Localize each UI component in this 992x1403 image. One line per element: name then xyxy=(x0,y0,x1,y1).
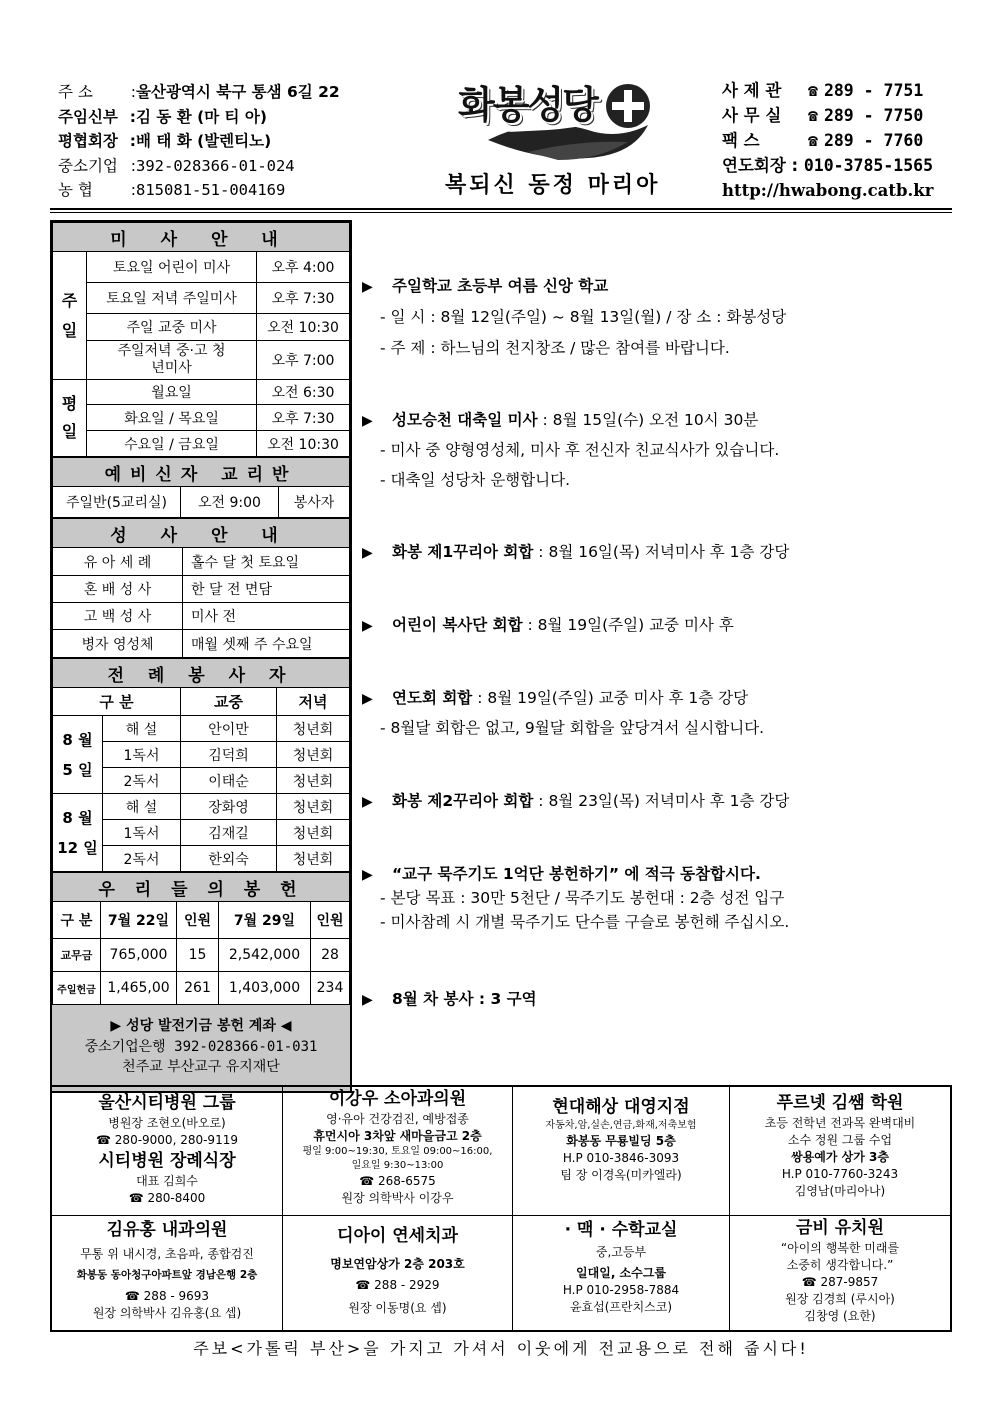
liturgy-main: 한외숙 xyxy=(181,846,277,872)
footer-message: 주보<가톨릭 부산>을 가지고 가셔서 이웃에게 전교용으로 전해 줍시다! xyxy=(193,1339,809,1358)
ad-line: ☎ 280-8400 xyxy=(128,1191,206,1205)
col-division: 구 분 xyxy=(53,688,181,716)
notice-text: : 8월 19일(주일) 교중 미사 후 xyxy=(522,616,734,634)
offering-value: 1,465,00 xyxy=(101,972,177,1005)
ad-name: 푸르넷 김쌤 학원 xyxy=(776,1093,904,1113)
ad-line: 소수 정원 그룹 수업 xyxy=(787,1133,893,1147)
mass-time: 오전 6:30 xyxy=(257,380,350,405)
table-row xyxy=(53,283,350,314)
table-row xyxy=(53,314,350,341)
notice-item: ▶ “교구 묵주기도 1억단 봉헌하기” 에 적극 동참합시다. xyxy=(362,865,761,883)
catechumen-table xyxy=(52,457,350,518)
pastor-row xyxy=(58,105,388,130)
mass-title: 미 사 안 내 xyxy=(53,223,350,252)
mass-name: 화요일 / 목요일 xyxy=(87,405,257,431)
fund-holder: 천주교 부산교구 유지재단 xyxy=(122,1059,280,1075)
ad-line: ☎ 280-9000, 280-9119 xyxy=(96,1133,238,1147)
contact-info xyxy=(722,78,962,203)
table-row xyxy=(53,630,350,658)
ad-line: H.P 010-3846-3093 xyxy=(562,1151,680,1165)
ad-line: ☎ 268-6575 xyxy=(359,1174,436,1188)
catechumen-teacher: 봉사자 xyxy=(279,487,350,518)
ad-line: H.P 010-7760-3243 xyxy=(781,1167,899,1181)
sacrament-when: 매월 셋째 주 수요일 xyxy=(183,630,350,658)
office-label: 사 무 실 xyxy=(722,106,782,125)
liturgy-eve: 청년회 xyxy=(277,716,350,742)
table-row xyxy=(53,688,350,716)
council-row xyxy=(58,129,388,154)
liturgy-main: 안이만 xyxy=(181,716,277,742)
notice-detail: - 본당 목표 : 30만 5천단 / 묵주기도 봉헌대 : 2층 성전 입구 xyxy=(380,889,785,907)
notice-item: ▶ 8월 차 봉사 : 3 구역 xyxy=(362,990,537,1008)
table-row xyxy=(53,972,350,1005)
fax-row xyxy=(722,128,962,153)
sacrament-when: 홀수 달 첫 토요일 xyxy=(183,548,350,576)
address: 울산광역시 북구 통샘 6길 22 xyxy=(136,83,340,101)
header-rule xyxy=(50,208,952,210)
notice-text: : 8월 23일(목) 저녁미사 후 1층 강당 xyxy=(533,792,790,810)
parish-info xyxy=(58,80,388,203)
sacrament-name: 유 아 세 례 xyxy=(53,548,183,576)
advertisement-grid xyxy=(50,1085,952,1332)
notice-title: “교구 묵주기도 1억단 봉헌하기” 에 적극 동참합시다. xyxy=(392,865,761,883)
ad-line: 대표 김희수 xyxy=(136,1174,198,1188)
sacraments-table xyxy=(52,518,350,658)
ad-line: 쌍용예가 상가 3층 xyxy=(791,1150,889,1164)
weekday-label: 평 일 xyxy=(53,380,87,457)
mass-name: 월요일 xyxy=(87,380,257,405)
notice-detail: - 일 시 : 8월 12일(주일) ~ 8월 13일(월) / 장 소 : 화봉성당 xyxy=(380,308,787,326)
notice-detail: - 대축일 성당차 운행합니다. xyxy=(380,471,571,489)
offering-title: 우 리 들 의 봉 헌 xyxy=(53,873,350,902)
fund-title: ▶ 성당 발전기금 봉헌 계좌 ◀ xyxy=(110,1018,292,1034)
ad-line: “아이의 행복한 미래를 xyxy=(780,1241,900,1255)
ad-line: 일요일 9:30~13:00 xyxy=(351,1160,444,1171)
offering-people: 234 xyxy=(311,972,350,1005)
liturgy-role: 해 설 xyxy=(103,794,181,820)
ad-card xyxy=(52,1216,283,1330)
liturgy-main: 김덕희 xyxy=(181,742,277,768)
ad-card xyxy=(283,1216,513,1330)
sacrament-name: 병자 영성체 xyxy=(53,630,183,658)
fund-account: 중소기업은행 392-028366-01-031 xyxy=(84,1039,318,1055)
website-link[interactable]: http://hwabong.catb.kr xyxy=(722,181,934,200)
table-row xyxy=(53,487,350,518)
pastor: 김 동 환 (마 티 아) xyxy=(136,107,267,126)
ad-line: 영·유아 건강검진, 예방접종 xyxy=(326,1112,469,1126)
table-row xyxy=(53,716,350,742)
table-row xyxy=(53,548,350,576)
offering-people: 28 xyxy=(311,939,350,972)
notice-title: 어린이 복사단 회합 xyxy=(392,616,523,634)
ad-line: 초등 전학년 전과목 완벽대비 xyxy=(764,1116,916,1130)
ad-line: ☎ 287-9857 xyxy=(801,1275,879,1289)
mass-name: 주일저녁 중·고 청년미사 xyxy=(87,341,257,380)
ad-name: 디아이 연세치과 xyxy=(337,1226,458,1246)
col-main-mass: 교중 xyxy=(181,688,277,716)
ad-line: 화봉동 동아청구아파트앞 경남은행 2층 xyxy=(76,1269,258,1281)
ad-card xyxy=(513,1216,730,1330)
col-date2: 7월 29일 xyxy=(219,902,311,939)
phone-icon: ☎ xyxy=(808,106,818,125)
liturgy-eve: 청년회 xyxy=(277,742,350,768)
notice-item: ▶ 화봉 제1꾸리아 회합 : 8월 16일(목) 저녁미사 후 1층 강당 xyxy=(362,543,790,561)
offering-name: 교무금 xyxy=(53,939,101,972)
notice-detail: - 8월달 회합은 없고, 9월달 회합을 앞당겨서 실시합니다. xyxy=(380,719,765,737)
ad-name: 현대해상 대영지점 xyxy=(552,1097,690,1117)
liturgy-role: 1독서 xyxy=(103,742,181,768)
notice-item: ▶ 주일학교 초등부 여름 신앙 학교 xyxy=(362,277,609,295)
mass-schedule-table xyxy=(52,222,350,457)
ad-line: 병원장 조현오(바오로) xyxy=(108,1116,226,1130)
liturgy-eve: 청년회 xyxy=(277,820,350,846)
table-row xyxy=(53,431,350,457)
logo-subtitle: 복되신 동정 마리아 xyxy=(445,173,661,198)
sacrament-when: 한 달 전 면담 xyxy=(183,576,350,603)
ad-line: 무통 위 내시경, 초음파, 종합검진 xyxy=(80,1247,254,1261)
offering-table xyxy=(52,872,350,1005)
table-row xyxy=(53,405,350,431)
offering-people: 15 xyxy=(177,939,219,972)
offering-name: 주일헌금 xyxy=(53,972,101,1005)
liturgy-date: 8 월 12 일 xyxy=(53,794,103,872)
ad-line: 원장 의학박사 김유홍(요 셉) xyxy=(92,1306,242,1320)
rectory-label: 사 제 관 xyxy=(722,81,782,100)
fax-number: 289 - 7760 xyxy=(823,131,924,150)
notice-text: : 8월 15일(수) 오전 10시 30분 xyxy=(537,411,759,429)
sacraments-title: 성 사 안 내 xyxy=(53,519,350,548)
ad-card xyxy=(730,1087,950,1216)
notice-title: 화봉 제1꾸리아 회합 xyxy=(392,543,534,561)
notice-detail: - 미사참례 시 개별 묵주기도 단수를 구슬로 봉헌해 주십시오. xyxy=(380,913,790,931)
address-row xyxy=(58,80,388,105)
bank2-account: 815081-51-004169 xyxy=(136,181,286,199)
col-people1: 인원 xyxy=(177,902,219,939)
catechumen-title: 예비신자 교리반 xyxy=(53,458,350,487)
ad-line: 원장 의학박사 이강우 xyxy=(341,1191,454,1205)
office-row xyxy=(722,103,962,128)
table-row xyxy=(53,603,350,630)
notice-detail: - 미사 중 양형영성체, 미사 후 전신자 친교식사가 있습니다. xyxy=(380,441,780,459)
col-people2: 인원 xyxy=(311,902,350,939)
sacrament-name: 고 백 성 사 xyxy=(53,603,183,630)
liturgy-role: 해 설 xyxy=(103,716,181,742)
pastor-label: 주임신부 : xyxy=(58,105,136,130)
notice-item: ▶ 화봉 제2꾸리아 회합 : 8월 23일(목) 저녁미사 후 1층 강당 xyxy=(362,792,790,810)
ad-name: 이강우 소아과의원 xyxy=(328,1089,467,1109)
mass-time: 오전 10:30 xyxy=(257,314,350,341)
header-rule-thin xyxy=(50,212,952,213)
notice-title: 주일학교 초등부 여름 신앙 학교 xyxy=(392,277,609,295)
bank1-row xyxy=(58,154,388,179)
liturgy-title: 전 례 봉 사 자 xyxy=(53,659,350,688)
ad-name: 김유홍 내과의원 xyxy=(106,1220,228,1240)
notice-title: 8월 차 봉사 : 3 구역 xyxy=(392,990,537,1008)
rectory-phone: 289 - 7751 xyxy=(823,81,924,100)
ad-line: ☎ 288 - 2929 xyxy=(355,1278,440,1292)
notice-text: : 8월 16일(목) 저녁미사 후 1층 강당 xyxy=(533,543,790,561)
mass-name: 주일 교중 미사 xyxy=(87,314,257,341)
phone-icon: ☎ xyxy=(808,81,818,100)
sunday-label: 주 일 xyxy=(53,252,87,380)
catechumen-time: 오전 9:00 xyxy=(181,487,279,518)
liturgy-eve: 청년회 xyxy=(277,846,350,872)
council-president: 배 태 화 (발렌티노) xyxy=(136,132,272,150)
ad-card xyxy=(730,1216,950,1330)
mass-name: 토요일 어린이 미사 xyxy=(87,252,257,283)
ad-name: 금비 유치원 xyxy=(795,1218,885,1238)
sacrament-when: 미사 전 xyxy=(183,603,350,630)
liturgy-main: 김재길 xyxy=(181,820,277,846)
liturgy-role: 2독서 xyxy=(103,768,181,794)
liturgy-table xyxy=(52,658,350,872)
notice-item: ▶ 성모승천 대축일 미사 : 8월 15일(수) 오전 10시 30분 xyxy=(362,411,759,429)
notice-title: 연도회 회합 xyxy=(392,689,473,707)
ad-card xyxy=(283,1087,513,1216)
bank1-label: 중소기업 : xyxy=(58,154,136,179)
website-row xyxy=(722,178,962,203)
council-label-text: 평협회장 xyxy=(58,132,118,150)
mass-time: 오후 7:00 xyxy=(257,341,350,380)
table-row xyxy=(53,576,350,603)
office-phone: 289 - 7750 xyxy=(823,106,924,125)
ad-name: 울산시티병원 그룹 xyxy=(98,1093,236,1113)
col-evening-mass: 저녁 xyxy=(277,688,350,716)
ad-name: · 맥 · 수학교실 xyxy=(564,1220,678,1240)
ad-line: 원장 김경희 (루시아) xyxy=(785,1292,895,1306)
bank2-label: 농 협 : xyxy=(58,178,136,203)
ad-card xyxy=(52,1087,283,1216)
mass-name: 토요일 저녁 주일미사 xyxy=(87,283,257,314)
ad-line: 평일 9:00~19:30, 토요일 09:00~16:00, xyxy=(302,1146,493,1157)
ad-line: 화봉동 무룡빌딩 5층 xyxy=(566,1134,676,1148)
ad-line: H.P 010-2958-7884 xyxy=(562,1283,680,1297)
table-row xyxy=(53,902,350,939)
parish-logo xyxy=(445,70,698,200)
fund-box xyxy=(52,1005,350,1091)
sacrament-name: 혼 배 성 사 xyxy=(53,576,183,603)
offering-value: 2,542,000 xyxy=(219,939,311,972)
ad-line: 휴먼시아 3차앞 새마을금고 2층 xyxy=(313,1129,482,1143)
ad-line: 윤효섭(프란치스코) xyxy=(569,1300,673,1314)
ad-name: 시티병원 장례식장 xyxy=(98,1151,236,1171)
liturgy-main: 이태순 xyxy=(181,768,277,794)
liturgy-main: 장화영 xyxy=(181,794,277,820)
mass-time: 오전 10:30 xyxy=(257,431,350,457)
offering-people: 261 xyxy=(177,972,219,1005)
ad-line: 자동차,암,실손,연금,화재,저축보험 xyxy=(545,1120,697,1131)
liturgy-role: 1독서 xyxy=(103,820,181,846)
address-label-text: 주 소 xyxy=(58,83,93,101)
mass-time: 오후 7:30 xyxy=(257,283,350,314)
table-row xyxy=(53,341,350,380)
ad-line: 소중히 생각합니다.” xyxy=(786,1258,894,1272)
ad-line: 김창영 (요한) xyxy=(804,1309,876,1323)
table-row xyxy=(53,380,350,405)
notice-title: 화봉 제2꾸리아 회합 xyxy=(392,792,534,810)
table-row xyxy=(53,252,350,283)
phone-icon: ☎ xyxy=(808,131,818,150)
notice-title: 성모승천 대축일 미사 xyxy=(392,411,538,429)
ad-line: 팀 장 이경옥(미카엘라) xyxy=(560,1168,682,1182)
ad-line: 원장 이동명(요 셉) xyxy=(348,1301,447,1315)
notice-item: ▶ 어린이 복사단 회합 : 8월 19일(주일) 교중 미사 후 xyxy=(362,616,734,634)
ad-line: 일대일, 소수그룹 xyxy=(576,1266,666,1280)
mass-name: 수요일 / 금요일 xyxy=(87,431,257,457)
notice-text: : 8월 19일(주일) 교중 미사 후 1층 강당 xyxy=(472,689,749,707)
col-division: 구 분 xyxy=(53,902,101,939)
ad-line: 중,고등부 xyxy=(595,1245,647,1259)
ad-line: 명보연암상가 2층 203호 xyxy=(330,1257,465,1271)
address-label: 주 소 : xyxy=(58,80,136,105)
bank1-label-text: 중소기업 xyxy=(58,156,118,175)
table-row xyxy=(53,939,350,972)
liturgy-eve: 청년회 xyxy=(277,768,350,794)
council-label: 평협회장 : xyxy=(58,129,136,154)
offering-value: 1,403,000 xyxy=(219,972,311,1005)
liturgy-date: 8 월 5 일 xyxy=(53,716,103,794)
logo-title: 화봉성당 xyxy=(458,83,597,127)
notice-item: ▶ 연도회 회합 : 8월 19일(주일) 교중 미사 후 1층 강당 xyxy=(362,689,749,707)
elder-phone: 010-3785-1565 xyxy=(803,156,933,175)
info-column xyxy=(50,220,352,1093)
bank2-row xyxy=(58,178,388,203)
liturgy-eve: 청년회 xyxy=(277,794,350,820)
bank2-label-text: 농 협 xyxy=(58,181,93,199)
catechumen-class: 주일반(5교리실) xyxy=(53,487,181,518)
rectory-row xyxy=(722,78,962,103)
notice-detail: - 주 제 : 하느님의 천지창조 / 많은 참여를 바랍니다. xyxy=(380,339,730,357)
mass-time: 오후 7:30 xyxy=(257,405,350,431)
liturgy-role: 2독서 xyxy=(103,846,181,872)
ad-line: ☎ 288 - 9693 xyxy=(124,1289,210,1303)
offering-value: 765,000 xyxy=(101,939,177,972)
elder-row: 연도회장 : 010-3785-1565 xyxy=(722,153,962,178)
pastor-label-text: 주임신부 xyxy=(58,107,118,126)
ad-card xyxy=(513,1087,730,1216)
col-date1: 7월 22일 xyxy=(101,902,177,939)
bank1-account: 392-028366-01-024 xyxy=(136,156,295,175)
ad-line: 김영남(마리아나) xyxy=(794,1184,886,1198)
fax-label: 팩 스 xyxy=(722,131,760,150)
table-row xyxy=(53,794,350,820)
elder-label: 연도회장 xyxy=(722,156,786,175)
mass-time: 오후 4:00 xyxy=(257,252,350,283)
